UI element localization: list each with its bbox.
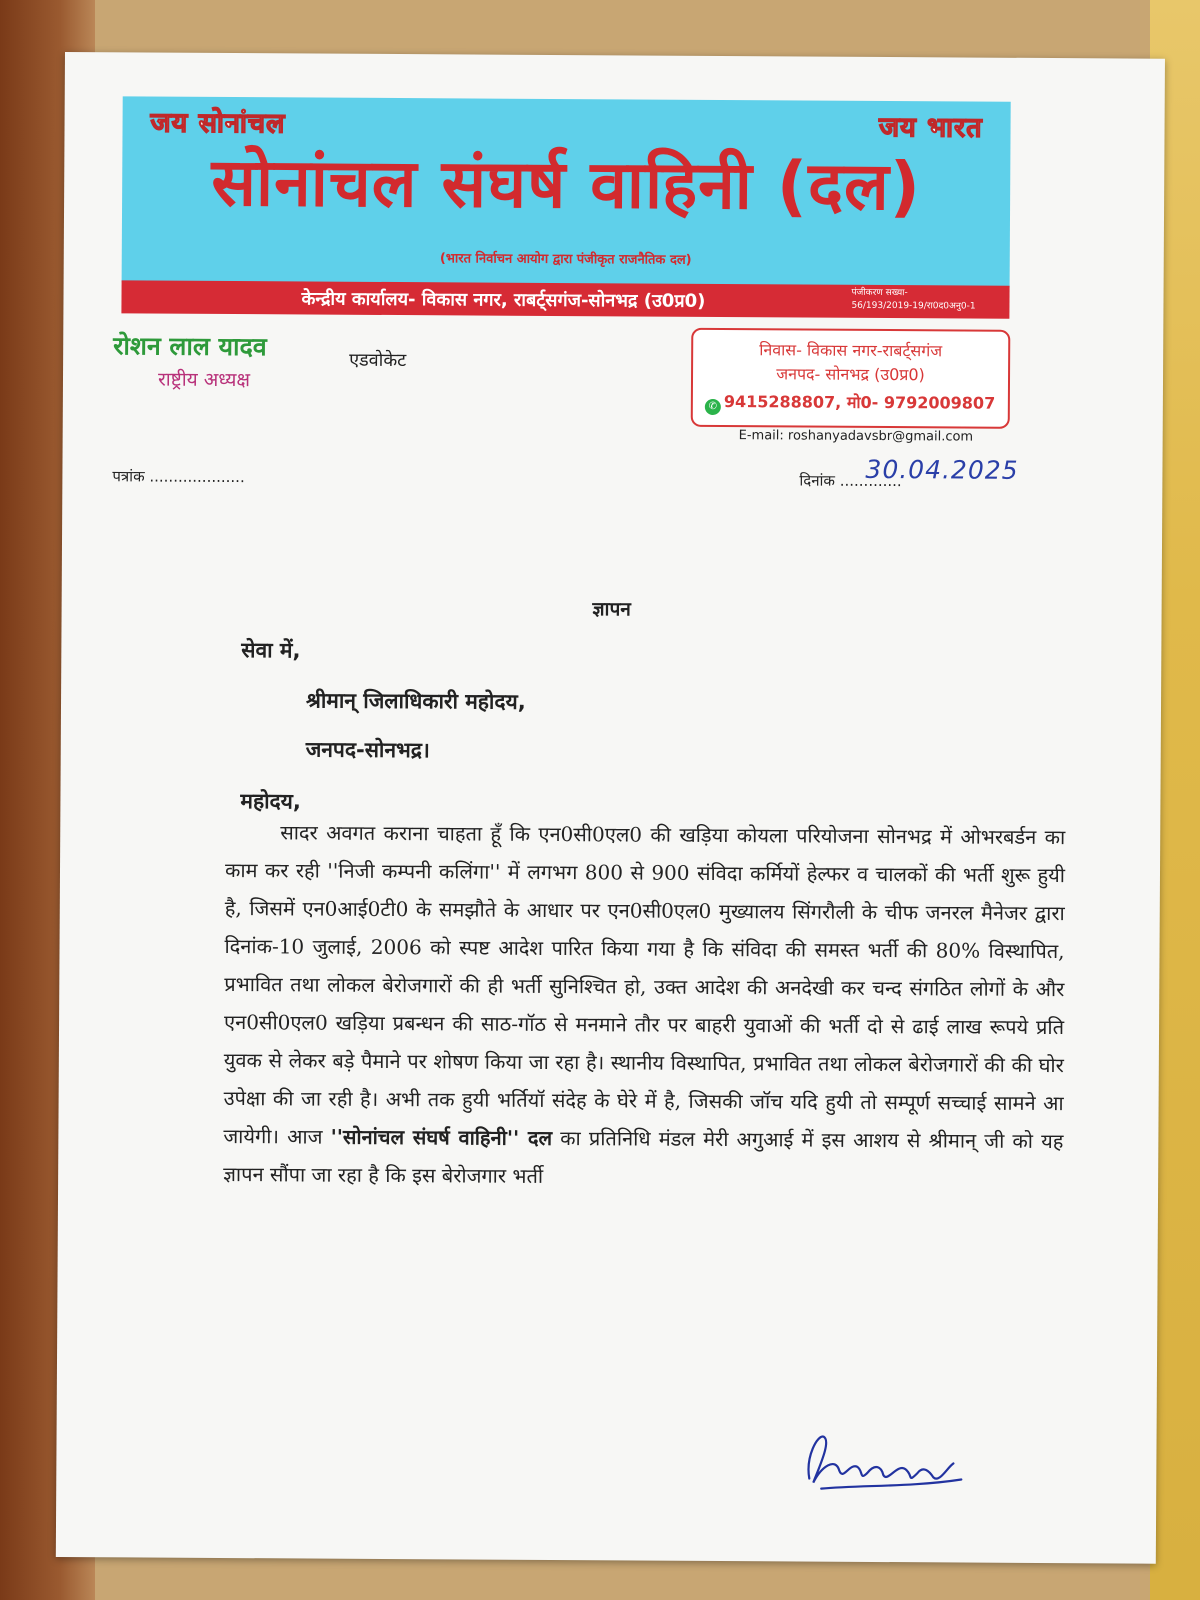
address-line-1: निवास- विकास नगर-राबर्ट्सगंज: [759, 340, 943, 361]
president-name: रोशन लाल यादव: [113, 331, 267, 362]
central-office: केन्द्रीय कार्यालय- विकास नगर, राबर्ट्सगंज-सोनभद्र (उ0प्र0): [301, 288, 706, 312]
greeting: महोदय,: [240, 789, 301, 814]
party-name-title: सोनांचल संघर्ष वाहिनी (दल): [211, 143, 922, 226]
registration-value: 56/193/2019-19/रा0द0अनु0-1: [851, 300, 976, 312]
handwritten-signature: [801, 1427, 971, 1498]
registration-number: [851, 287, 1001, 314]
letter-subject: ज्ञापन: [592, 598, 631, 621]
president-profession: एडवोकेट: [349, 349, 407, 372]
letterhead-banner: [122, 96, 1011, 287]
handwritten-date: 30.04.2025: [865, 454, 1019, 485]
phone-numbers: [705, 390, 996, 417]
reference-number-field: पत्रांक ....................: [112, 467, 245, 487]
slogan-right: जय भारत: [878, 111, 983, 144]
registration-note: (भारत निर्वाचन आयोग द्वारा पंजीकृत राजनैतिक दल): [439, 251, 692, 268]
registration-label: पंजीकरण सख्या-: [851, 287, 908, 299]
body-text-part2: का प्रतिनिधि मंडल मेरी अगुआई में इस आशय से श्रीमान् जी को यह ज्ञापन सौंपा जा रहा है कि इस बेरोजगार भर्ती: [223, 1126, 1064, 1188]
whatsapp-icon: ✆: [705, 399, 721, 415]
phone-text: 9415288807, मो0- 9792009807: [723, 392, 996, 413]
address-line-2: जनपद- सोनभद्र (उ0प्र0): [776, 364, 925, 385]
letter-page: [56, 52, 1165, 1564]
residence-address-box: [691, 328, 1011, 429]
date-field-label: दिनांक .............: [799, 471, 902, 491]
recipient-title: श्रीमान् जिलाधिकारी महोदय,: [305, 688, 526, 714]
letter-body: [223, 813, 1065, 1198]
body-text-part1: सादर अवगत कराना चाहता हूँ कि एन0सी0एल0 की खड़िया कोयला परियोजना सोनभद्र में ओभरबर्डन का काम कर रही ''निजी कम्पनी कलिंगा'' में लगभग 800 से 900 संविदा कर्मियों हेल्फर व चालकों की भर्ती शुरू हुयी है, जिसमें एन0आई0टी0 के समझौते के आधार पर एन0सी0एल0 मुख्यालय सिंगरौली के चीफ जनरल मैनेजर द्वारा दिनांक-10 जुलाई, 2006 को स्पष्ट आदेश पारित किया गया है कि संविदा की समस्त भर्ती की 80% विस्थापित, प्रभावित तथा लोकल बेरोजगारों की ही भर्ती सुनिश्चित हो, उक्त आदेश की अनदेखी कर चन्द संगठित लोगों के और एन0सी0एल0 खड़िया प्रबन्धन की साठ-गॉठ से मनमाने तौर पर बाहरी युवाओं की भर्ती दो से ढाई लाख रूपये प्रति युवक से लेकर बड़े पैमाने पर शोषण किया जा रहा है। स्थानीय विस्थापित, प्रभावित तथा लोकल बेरोजगारों की की घोर उपेक्षा की जा रही है। अभी तक हुयी भर्तियॉ संदेह के घेरे में है, जिसकी जॉच यदि हुयी तो सम्पूर्ण सच्चाई सामने आ जायेगी। आज: [223, 820, 1066, 1149]
president-title: राष्ट्रीय अध्यक्ष: [157, 368, 251, 392]
recipient-district: जनपद-सोनभद्र।: [305, 737, 431, 763]
slogan-left: जय सोनांचल: [150, 107, 286, 140]
body-party-name: ''सोनांचल संघर्ष वाहिनी'' दल: [330, 1124, 553, 1150]
salutation-to: सेवा में,: [241, 638, 301, 663]
office-address-strip: [121, 280, 1009, 318]
email-address: E-mail: roshanyadavsbr@gmail.com: [738, 428, 974, 445]
